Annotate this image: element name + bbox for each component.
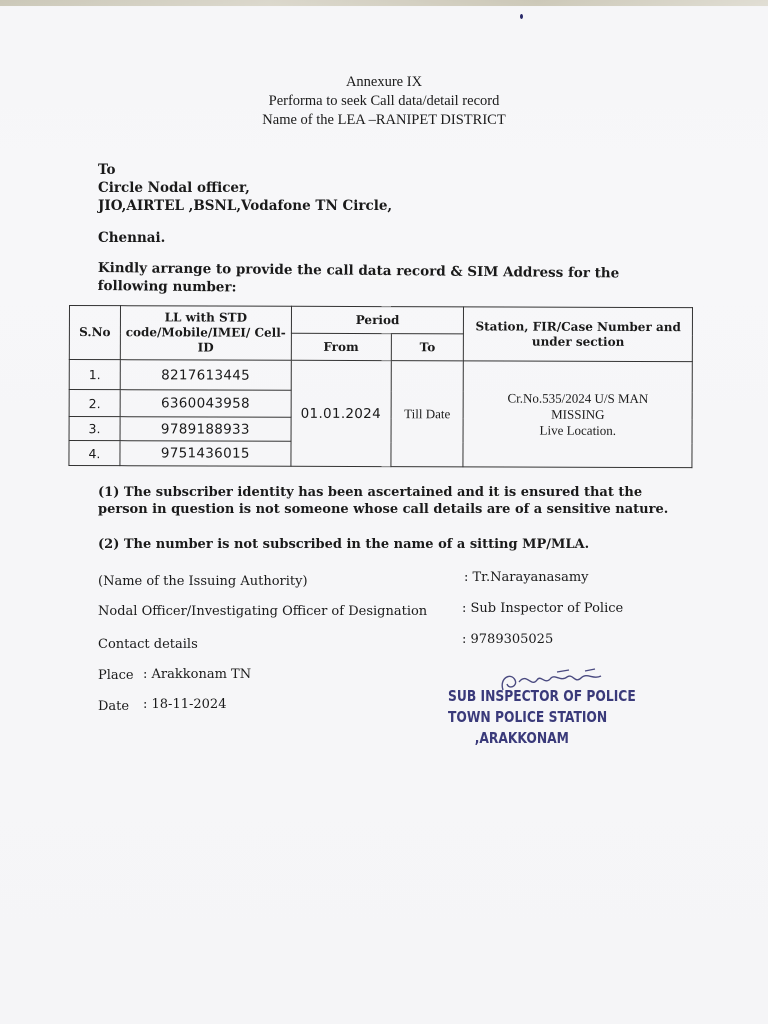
- row-2-sno: 2.: [69, 390, 120, 417]
- place-label: Place: [98, 668, 134, 683]
- declaration-1: (1) The subscriber identity has been ascertained and it is ensured that the person in question is not someone whose call details are of a sensitive nature.: [98, 485, 669, 517]
- stamp-line-3: ,ARAKKONAM: [474, 729, 569, 747]
- addressee-city: Chennai.: [98, 230, 166, 246]
- header-from: From: [291, 333, 391, 360]
- date-label: Date: [98, 699, 130, 714]
- row-1-sno: 1.: [69, 360, 120, 390]
- designation-value: : Sub Inspector of Police: [462, 601, 624, 616]
- station-case-cell: [463, 361, 692, 468]
- station-line-2: MISSING: [551, 406, 605, 422]
- ink-speck: [520, 14, 523, 19]
- page-top-edge: [0, 0, 768, 6]
- authority-label: (Name of the Issuing Authority): [98, 574, 308, 589]
- proforma-title: Performa to seek Call data/detail record: [268, 93, 500, 109]
- header-sno: S.No: [69, 306, 120, 360]
- request-text: Kindly arrange to provide the call data record & SIM Address for the following number:: [97, 259, 620, 296]
- header-ll: LL with STD code/Mobile/IMEI/ Cell-ID: [120, 306, 291, 361]
- period-from: 01.01.2024: [291, 360, 391, 466]
- contact-value: : 9789305025: [462, 632, 554, 647]
- header-to: To: [391, 334, 464, 361]
- period-to: Till Date: [391, 361, 464, 467]
- header-station: Station, FIR/Case Number and under section: [464, 307, 693, 362]
- addressee-line-1: Circle Nodal officer,: [98, 180, 250, 196]
- row-4-sno: 4.: [69, 441, 120, 466]
- row-3-sno: 3.: [69, 417, 120, 441]
- station-line-1: Cr.No.535/2024 U/S MAN: [507, 390, 649, 406]
- declaration-2: (2) The number is not subscribed in the name of a sitting MP/MLA.: [98, 537, 590, 552]
- document-header: [0, 73, 768, 130]
- header-period: Period: [291, 306, 464, 334]
- row-3-number: 9789188933: [120, 417, 291, 442]
- row-2-number: 6360043958: [120, 390, 291, 418]
- designation-label: Nodal Officer/Investigating Officer of Designation: [98, 604, 428, 619]
- lea-name: Name of the LEA –RANIPET DISTRICT: [262, 112, 506, 128]
- place-value: : Arakkonam TN: [143, 667, 252, 682]
- date-value: : 18-11-2024: [143, 697, 227, 712]
- row-1-number: 8217613445: [120, 360, 291, 391]
- addressee-block: [98, 161, 392, 215]
- authority-value: : Tr.Narayanasamy: [464, 570, 589, 585]
- annexure-title: Annexure IX: [345, 74, 423, 90]
- police-stamp: [448, 686, 636, 749]
- station-line-3: Live Location.: [539, 422, 617, 438]
- call-data-table: [68, 305, 693, 468]
- stamp-line-1: SUB INSPECTOR OF POLICE: [448, 687, 636, 705]
- addressee-line-2: JIO,AIRTEL ,BSNL,Vodafone TN Circle,: [98, 198, 393, 214]
- stamp-line-2: TOWN POLICE STATION: [448, 708, 608, 726]
- row-4-number: 9751436015: [120, 441, 291, 467]
- to-label: To: [98, 162, 116, 178]
- contact-label: Contact details: [98, 637, 198, 652]
